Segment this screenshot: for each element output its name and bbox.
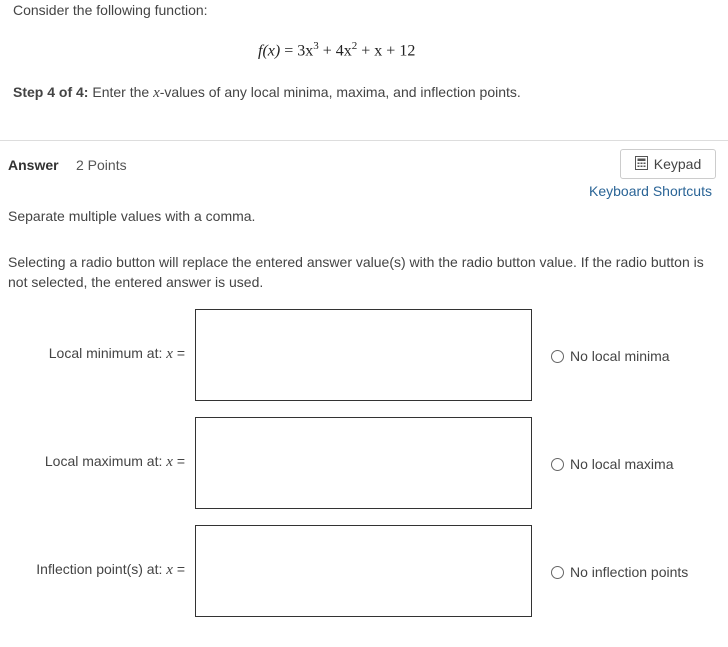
no-inflection-points-label: No inflection points [570,564,689,580]
local-minimum-input[interactable] [195,309,532,401]
local-minimum-eq: = [176,345,185,361]
inflection-point-label-text: Inflection point(s) at: [36,561,163,577]
inflection-point-var: x [166,562,173,578]
points-label: 2 Points [76,157,127,173]
function-rest: + x + 12 [361,42,416,60]
no-local-maxima-radio[interactable] [551,456,673,472]
local-maximum-var: x [166,454,173,470]
inflection-point-label [0,561,185,579]
keyboard-shortcuts-link[interactable]: Keyboard Shortcuts [589,183,712,199]
section-divider [0,140,728,141]
local-maximum-label-text: Local maximum at: [44,453,163,469]
inflection-point-input[interactable] [195,525,532,617]
no-local-maxima-label: No local maxima [570,456,674,472]
calculator-icon [635,156,648,173]
answer-label: Answer [8,157,59,173]
step-instruction [13,84,521,102]
inflection-point-eq: = [176,561,185,577]
local-minimum-label [0,345,185,363]
function-term-2: + 4x [322,42,352,60]
radio-instruction-note: Selecting a radio button will replace the entered answer value(s) with the radio button value. If the radio button is not selected, the entered answer is used. [8,254,704,290]
radio-circle-icon[interactable] [551,350,564,363]
keypad-label: Keypad [653,156,702,172]
function-expression [258,40,415,60]
function-term-1: 3x [297,42,314,60]
local-maximum-eq: = [176,453,185,469]
local-maximum-label [0,453,185,471]
prompt-text: Consider the following function: [13,2,208,18]
local-minimum-label-text: Local minimum at: [48,345,163,361]
local-minimum-var: x [166,346,173,362]
function-lhs: f(x) [258,42,281,60]
step-label: Step 4 of 4: [13,84,89,100]
radio-circle-icon[interactable] [551,566,564,579]
step-var: x [153,85,160,101]
separate-values-note: Separate multiple values with a comma. [8,208,256,224]
no-local-minima-label: No local minima [570,348,670,364]
function-term-2-exp: 2 [351,40,358,52]
no-local-minima-radio[interactable] [551,348,670,364]
local-maximum-input[interactable] [195,417,532,509]
step-text-after: -values of any local minima, maxima, and inflection points. [159,84,521,100]
keypad-button[interactable] [620,149,716,179]
function-term-1-exp: 3 [313,40,319,52]
radio-circle-icon[interactable] [551,458,564,471]
no-inflection-points-radio[interactable] [551,564,688,580]
function-eq: = [284,42,294,60]
step-text-before: Enter the [92,84,150,100]
